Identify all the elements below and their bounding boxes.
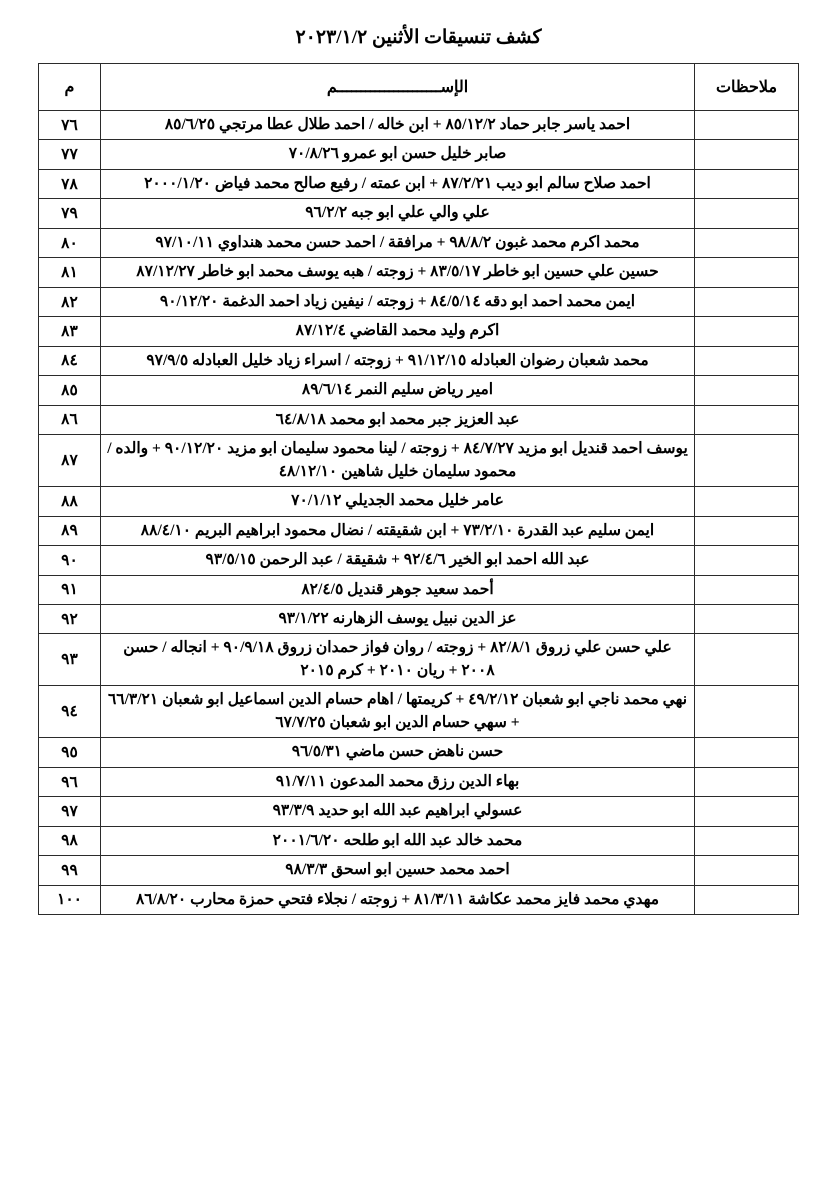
table-row — [39, 258, 799, 287]
table-row — [39, 546, 799, 575]
cell-name: علي والي علي ابو جبه ٩٦/٢/٢ — [101, 199, 695, 228]
table-row — [39, 199, 799, 228]
cell-notes — [695, 856, 799, 885]
cell-name: محمد اكرم محمد غبون ٩٨/٨/٢ + مرافقة / احمد حسن محمد هنداوي ٩٧/١٠/١١ — [101, 228, 695, 257]
cell-name: حسين علي حسين ابو خاطر ٨٣/٥/١٧ + زوجته / هبه يوسف محمد ابو خاطر ٨٧/١٢/٢٧ — [101, 258, 695, 287]
table-row — [39, 111, 799, 140]
cell-name: محمد شعبان رضوان العبادله ٩١/١٢/١٥ + زوجته / اسراء زياد خليل العبادله ٩٧/٩/٥ — [101, 346, 695, 375]
table-body — [39, 111, 799, 915]
cell-name: احمد ياسر جابر حماد ٨٥/١٢/٢ + ابن خاله / احمد طلال عطا مرتجي ٨٥/٦/٢٥ — [101, 111, 695, 140]
cell-notes — [695, 797, 799, 826]
cell-notes — [695, 604, 799, 633]
cell-number: ٨١ — [39, 258, 101, 287]
table-row — [39, 738, 799, 767]
cell-number: ٨٩ — [39, 516, 101, 545]
cell-notes — [695, 287, 799, 316]
cell-number: ٧٨ — [39, 169, 101, 198]
cell-notes — [695, 546, 799, 575]
cell-number: ٩٦ — [39, 767, 101, 796]
cell-number: ٧٦ — [39, 111, 101, 140]
table-row — [39, 169, 799, 198]
cell-notes — [695, 487, 799, 516]
cell-name: عبد العزيز جبر محمد ابو محمد ٦٤/٨/١٨ — [101, 405, 695, 434]
cell-name: احمد محمد حسين ابو اسحق ٩٨/٣/٣ — [101, 856, 695, 885]
cell-name: امير رياض سليم النمر ٨٩/٦/١٤ — [101, 376, 695, 405]
cell-number: ٨٨ — [39, 487, 101, 516]
table-row — [39, 317, 799, 346]
cell-notes — [695, 376, 799, 405]
cell-notes — [695, 140, 799, 169]
table-row — [39, 487, 799, 516]
cell-number: ٩٢ — [39, 604, 101, 633]
cell-name: عبد الله احمد ابو الخير ٩٢/٤/٦ + شقيقة / عبد الرحمن ٩٣/٥/١٥ — [101, 546, 695, 575]
table-row — [39, 287, 799, 316]
cell-notes — [695, 199, 799, 228]
page-footer-space — [38, 915, 799, 1065]
cell-notes — [695, 738, 799, 767]
cell-notes — [695, 767, 799, 796]
table-row — [39, 856, 799, 885]
cell-number: ٨٠ — [39, 228, 101, 257]
cell-notes — [695, 346, 799, 375]
cell-name: عامر خليل محمد الجديلي ٧٠/١/١٢ — [101, 487, 695, 516]
table-row — [39, 797, 799, 826]
cell-notes — [695, 258, 799, 287]
table-row — [39, 346, 799, 375]
cell-number: ١٠٠ — [39, 885, 101, 914]
page-title: كشف تنسيقات الأثنين ٢٠٢٣/١/٢ — [295, 27, 542, 48]
cell-name: علي حسن علي زروق ٨٢/٨/١ + زوجته / روان فواز حمدان زروق ٩٠/٩/١٨ + انجاله / حسن ٢٠٠٨ + ريان ٢٠١٠ + كرم ٢٠١٥ — [101, 634, 695, 686]
cell-notes — [695, 516, 799, 545]
cell-notes — [695, 169, 799, 198]
table-row — [39, 435, 799, 487]
column-header-number: م — [39, 64, 101, 111]
cell-name: صابر خليل حسن ابو عمرو ٧٠/٨/٢٦ — [101, 140, 695, 169]
cell-name: أحمد سعيد جوهر قنديل ٨٢/٤/٥ — [101, 575, 695, 604]
table-row — [39, 575, 799, 604]
table-row — [39, 885, 799, 914]
table-row — [39, 405, 799, 434]
cell-name: احمد صلاح سالم ابو ديب ٨٧/٢/٢١ + ابن عمته / رفيع صالح محمد فياض ٢٠٠٠/١/٢٠ — [101, 169, 695, 198]
table-row — [39, 686, 799, 738]
table-row — [39, 140, 799, 169]
table-header-row — [39, 64, 799, 111]
cell-number: ٧٩ — [39, 199, 101, 228]
cell-number: ٩٤ — [39, 686, 101, 738]
cell-number: ٨٧ — [39, 435, 101, 487]
cell-name: ايمن سليم عبد القدرة ٧٣/٢/١٠ + ابن شقيقته / نضال محمود ابراهيم البريم ٨٨/٤/١٠ — [101, 516, 695, 545]
cell-notes — [695, 686, 799, 738]
cell-name: بهاء الدين رزق محمد المدعون ٩١/٧/١١ — [101, 767, 695, 796]
table-row — [39, 634, 799, 686]
cell-notes — [695, 634, 799, 686]
cell-number: ٩٧ — [39, 797, 101, 826]
cell-number: ٩٩ — [39, 856, 101, 885]
cell-number: ٨٢ — [39, 287, 101, 316]
cell-number: ٩٣ — [39, 634, 101, 686]
cell-number: ٧٧ — [39, 140, 101, 169]
cell-name: يوسف احمد قنديل ابو مزيد ٨٤/٧/٢٧ + زوجته / لينا محمود سليمان ابو مزيد ٩٠/١٢/٢٠ + والده / محمود سليمان خليل شاهين ٤٨/١٢/١٠ — [101, 435, 695, 487]
cell-notes — [695, 405, 799, 434]
cell-number: ٩٨ — [39, 826, 101, 855]
cell-notes — [695, 826, 799, 855]
column-header-notes: ملاحظات — [695, 64, 799, 111]
cell-number: ٩٥ — [39, 738, 101, 767]
cell-number: ٨٣ — [39, 317, 101, 346]
cell-name: اكرم وليد محمد القاضي ٨٧/١٢/٤ — [101, 317, 695, 346]
column-header-name: الإســــــــــــــــــــــم — [101, 64, 695, 111]
cell-name: نهي محمد ناجي ابو شعبان ٤٩/٢/١٢ + كريمتها / اهام حسام الدين اسماعيل ابو شعبان ٦٦/٣/٢١ + سهي حسام الدين ابو شعبان ٦٧/٧/٢٥ — [101, 686, 695, 738]
table-header — [39, 64, 799, 111]
table-row — [39, 604, 799, 633]
cell-name: عز الدين نبيل يوسف الزهارنه ٩٣/١/٢٢ — [101, 604, 695, 633]
table-row — [39, 826, 799, 855]
cell-notes — [695, 228, 799, 257]
cell-number: ٨٤ — [39, 346, 101, 375]
table-row — [39, 516, 799, 545]
table-row — [39, 767, 799, 796]
cell-number: ٨٥ — [39, 376, 101, 405]
cell-name: محمد خالد عبد الله ابو طلحه ٢٠٠١/٦/٢٠ — [101, 826, 695, 855]
coordination-table — [38, 63, 799, 915]
cell-name: حسن ناهض حسن ماضي ٩٦/٥/٣١ — [101, 738, 695, 767]
cell-notes — [695, 435, 799, 487]
cell-number: ٩٠ — [39, 546, 101, 575]
cell-name: عسولي ابراهيم عبد الله ابو حديد ٩٣/٣/٩ — [101, 797, 695, 826]
cell-notes — [695, 575, 799, 604]
cell-notes — [695, 111, 799, 140]
table-row — [39, 228, 799, 257]
cell-number: ٨٦ — [39, 405, 101, 434]
cell-notes — [695, 317, 799, 346]
cell-number: ٩١ — [39, 575, 101, 604]
table-row — [39, 376, 799, 405]
cell-notes — [695, 885, 799, 914]
cell-name: ايمن محمد احمد ابو دقه ٨٤/٥/١٤ + زوجته / نيفين زياد احمد الدغمة ٩٠/١٢/٢٠ — [101, 287, 695, 316]
cell-name: مهدي محمد فايز محمد عكاشة ٨١/٣/١١ + زوجته / نجلاء فتحي حمزة محارب ٨٦/٨/٢٠ — [101, 885, 695, 914]
